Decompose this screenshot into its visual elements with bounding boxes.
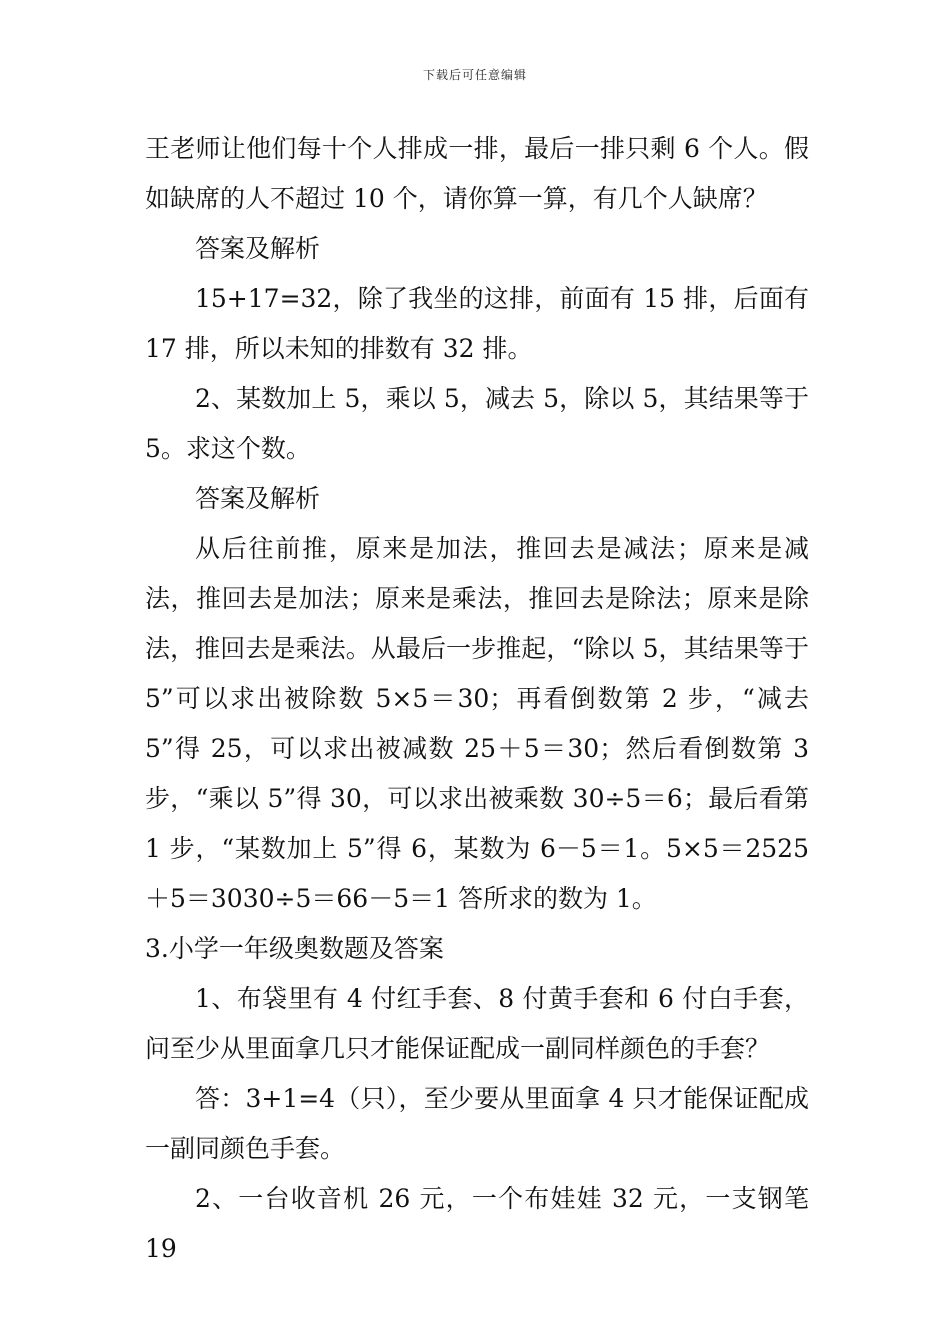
paragraph: 王老师让他们每十个人排成一排，最后一排只剩 6 个人。假如缺席的人不超过 10 个，请你算一算，有几个人缺席？ [145,134,809,213]
document-body [145,124,809,1274]
paragraph: 1、布袋里有 4 付红手套、8 付黄手套和 6 付白手套，问至少从里面拿几只才能保证配成一副同样颜色的手套？ [145,984,809,1063]
paragraph: 答案及解析 [195,234,321,263]
paragraph: 答：3+1=4（只），至少要从里面拿 4 只才能保证配成一副同颜色手套。 [145,1084,809,1163]
paragraph: 从后往前推，原来是加法，推回去是减法；原来是减法，推回去是加法；原来是乘法，推回去是除法；原来是除法，推回去是乘法。从最后一步推起，“除以 5，其结果等于 5”可以求出被除数 5×5＝30；再看倒数第 2 步，“减去 5”得 25，可以求出被减数 25＋5＝30；然后看倒数第 3 步，“乘以 5”得 30，可以求出被乘数 30÷5＝6；最后看第 1 步，“某数加上 5”得 6，某数为 6－5＝1。5×5＝2525＋5＝3030÷5＝66－5＝1 答所求的数为 1。 [145,534,809,913]
section-heading: 3.小学一年级奥数题及答案 [145,934,444,963]
paragraph: 答案及解析 [195,484,321,513]
page-header: 下载后可任意编辑 [422,68,527,82]
paragraph: 2、一台收音机 26 元，一个布娃娃 32 元，一支钢笔 19 [145,1184,809,1263]
paragraph: 2、某数加上 5，乘以 5，减去 5，除以 5，其结果等于 5。求这个数。 [145,384,809,463]
paragraph: 15+17=32，除了我坐的这排，前面有 15 排，后面有 17 排，所以未知的排数有 32 排。 [145,284,809,363]
